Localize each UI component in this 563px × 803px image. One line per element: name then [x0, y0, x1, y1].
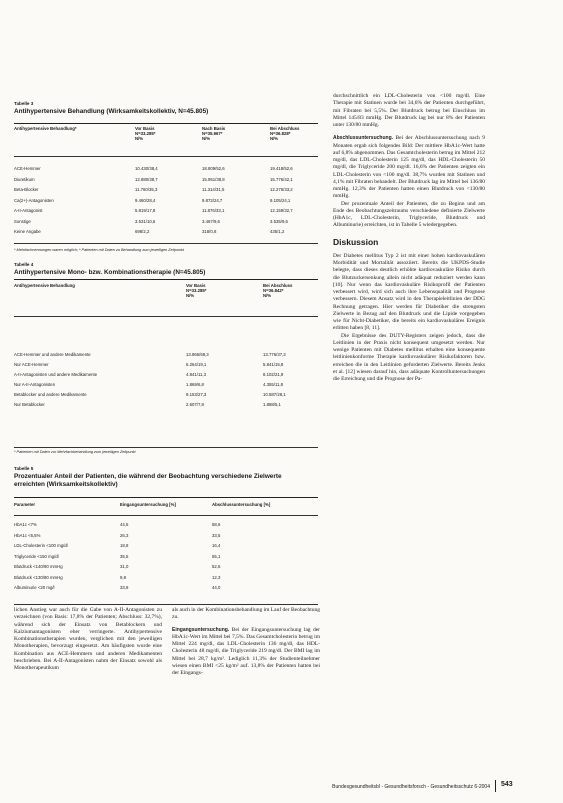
- table4-header-col0: Antihypertensive Behandlung: [14, 283, 75, 288]
- middle-paragraph-1: als auch in der Kombinationsbehandlung im Lauf der Beobachtung zu.: [172, 607, 320, 621]
- table3-top-rule: [14, 123, 318, 124]
- table3-cell-v1: 10.430/38,4: [135, 166, 158, 171]
- footer-divider: [495, 780, 496, 792]
- table3-cell-label: Diuretikum: [14, 176, 35, 182]
- table4-cell-v2: 4.355/11,8: [263, 382, 283, 387]
- table3-cell-v2: 18.809/52,6: [202, 166, 225, 171]
- section-heading-diskussion: Diskussion: [333, 236, 379, 247]
- table5-cell-v1: 26,3: [120, 532, 129, 538]
- table3-cell-v1: 12.880/38,7: [135, 176, 158, 182]
- right-paragraph-3: Der prozentuale Anteil der Patienten, die zu Beginn und am Ende des Beobachtungszeitraums verschiedene definierte Zielwerte (HbA1c, LDL-Cholesterin, Triglyceride, Blutdruck und Albuminurie) erreichten, ist in Tabelle 5 wiedergegeben.: [333, 200, 485, 229]
- table4-cell-v1: 2.607/7,8: [186, 402, 204, 407]
- table3-header-rule: [14, 156, 318, 157]
- page-number: 543: [501, 781, 513, 788]
- table3-cell-v2: 15.951/38,8: [202, 176, 225, 182]
- table4-cell-label: A-II-Antagonisten und andere Medikamente: [14, 372, 98, 377]
- table5-top-rule: [14, 497, 318, 498]
- table5-cell-v2: 33,5: [212, 532, 221, 538]
- table3-cell-v3: 3.535/9,6: [270, 218, 288, 224]
- middle-paragraph-2-heading: Eingangsuntersuchung.: [172, 626, 230, 633]
- table5-bottom-rule: [14, 604, 318, 605]
- table5-cell-v1: 33,9: [120, 585, 129, 590]
- table4-header-rule: [14, 316, 318, 317]
- table3-cell-v3: 15.776/42,1: [270, 176, 293, 182]
- left-column-text: [14, 607, 162, 672]
- table3-cell-v1: 9.460/28,4: [135, 197, 156, 203]
- table4-cell-label: Nur ACE-Hemmer: [14, 362, 49, 367]
- table4-cell-v2: 5.841/15,8: [263, 362, 284, 367]
- right-paragraph-1: durchschnittlich ein LDL-Cholesterin von <100 mg/dl. Eine Therapie mit Statinen wurde bei 34,6% der Patienten durchgeführt, mit Fibraten bei 5,5%. Der Blutdruck betrug bei Einschluss im Mittel 145/83 mmHg. Der Blutdruck lag bei nur 8% der Patienten unter 130/80 mmHg.: [333, 93, 485, 128]
- table3-cell-label: Sonstige: [14, 218, 31, 224]
- table3-title: Antihypertensive Behandlung (Wirksamkeitskollektiv, N=45.805): [14, 108, 209, 115]
- journal-footer: Bundesgesundheitsbl - Gesundheitsforsch - Gesundheitsschutz 6-2004: [332, 784, 490, 790]
- table3-cell-label: Ca(2+)-Antagonisten: [14, 197, 54, 203]
- table5-title: Prozentualer Anteil der Patienten, die während der Beobachtung verschiedene Zielwerte erreichten (Wirksamkeitskollektiv): [14, 473, 282, 488]
- right-paragraph-2: [333, 135, 485, 200]
- table5-cell-v1: 9,8: [120, 574, 126, 580]
- table4-cell-v1: 6.264/19,1: [186, 362, 207, 367]
- table3-header-col2: Nach Basis N=35.967* N/%: [202, 126, 226, 142]
- middle-paragraph-2: [172, 627, 320, 678]
- table5-header-col1: Eingangsuntersuchung [%]: [120, 502, 176, 507]
- table5-cell-v2: 12,3: [212, 574, 221, 580]
- table4-cell-v1: 13.866/69,3: [186, 352, 209, 357]
- table4-cell-v1: 1.869/6,8: [186, 382, 204, 387]
- table5-cell-label: Blutdruck <140/90 mmHg: [14, 564, 63, 569]
- table3-cell-v1: 3.531/10,6: [135, 218, 156, 224]
- table5-cell-v2: 55,1: [212, 553, 221, 559]
- table4-cell-v1: 9.153/27,3: [186, 392, 207, 397]
- table4-footnote: * Patienten mit Daten zur Mehrfachbehandlung zum jeweiligen Zeitpunkt: [14, 450, 136, 454]
- table5-cell-v2: 44,0: [212, 585, 221, 590]
- table5-header-col2: Abschlussuntersuchung [%]: [212, 502, 271, 507]
- left-paragraph-1: lichen Anstieg war auch für die Gabe von A-II-Antagonisten zu verzeichnen (von Basis: 17,8% der Patienten; Abschluss: 32,7%), während sich der Einsatz von Betablockern und Kalziumantagonisten eher verringerte. Antihypertensive Kombinationstherapien wurden, verglichen mit den jeweiligen Monotherapien, bevorzugt eingesetzt. Am häufigsten wurde eine Kombination aus ACE-Hemmern und anderen Medikamenten beschrieben. Bei A-II-Antagonisten nahm der Einsatz sowohl als Monotherapeutikum: [14, 607, 162, 671]
- table3-cell-label: ACE-Hemmer: [14, 166, 41, 171]
- table3-cell-v1: 11.760/35,3: [135, 187, 158, 192]
- table4-bottom-rule: [14, 447, 318, 448]
- table3-cell-v1: 5.819/17,8: [135, 208, 156, 213]
- right-column-text: [333, 93, 485, 383]
- table5-cell-v1: 18,8: [120, 543, 129, 548]
- table3-cell-v2: 11.876/33,1: [202, 208, 225, 213]
- right-paragraph-4: Der Diabetes mellitus Typ 2 ist mit einer hohen kardiovaskulären Morbidität und Mortalität assoziiert. Bereits die UKPDS-Studie belegte, dass dieses deutlich erhöhte kardiovaskuläre Risiko durch die Blutzuckersenkung allein nicht adäquat reduziert werden kann [10]. Nur wenn das kardiovaskuläre Risikoprofil der Patienten verbessert wird, wird sich auch ihre Lebensqualität und Prognose verbessern. Diesem Ansatz wird in den Therapieleitlinien der DDG Rechnung getragen. Hier werden für Diabetiker die strengsten Zielwerte in Bezug auf den Blutdruck und die Lipide vorgegeben wie für Nicht-Diabetiker, die bereits ein kardiovaskuläres Ereignis erlitten haben [8, 11].: [333, 252, 485, 332]
- table4-cell-label: ACE-Hemmer und andere Medikamente: [14, 352, 91, 357]
- table5-cell-v2: 16,4: [212, 543, 221, 548]
- table4-header-col2: Bei Abschluss N=36.842* N/%: [263, 283, 293, 299]
- table5-cell-label: HbA1c <6,5%: [14, 532, 41, 538]
- table3-cell-v2: 9.872/24,7: [202, 197, 223, 203]
- table3-bottom-rule: [14, 243, 318, 244]
- table3-cell-v3: 12.159/32,7: [270, 208, 293, 213]
- table4-cell-v2: 13.776/37,3: [263, 352, 286, 357]
- right-paragraph-5: Die Ergebnisse des DUTY-Registers zeigen jedoch, dass die Leitlinien in der Praxis nicht konsequent umgesetzt werden. Nur wenige Patienten mit Diabetes mellitus erhalten eine konsequente leitlinienkonforme Therapie kardiovaskulärer Risikofaktoren bzw. erreichen die in den Leitlinien geforderten Zielwerte. Bereits Jenks et al. [12] wiesen darauf hin, dass adäquate Kontrolluntersuchungen die Erreichung und die Prognose der Pa-: [333, 332, 485, 382]
- table4-cell-label: Nur Betablocker: [14, 402, 45, 407]
- table3-cell-label: Keine Angabe: [14, 229, 41, 234]
- table5-cell-v1: 35,5: [120, 553, 129, 559]
- table3-cell-v3: 435/1,2: [270, 229, 285, 234]
- table3-footnote: * Mehrfachnennungen waren möglich; * Patienten mit Daten zu Behandlung zum jeweiligen Zeitpunkt: [14, 248, 184, 252]
- table5-cell-label: Albuminurie <20 mg/l: [14, 585, 55, 590]
- table3-header-col0: Antihypertensive Behandlung*: [14, 126, 77, 131]
- table5-cell-v1: 31,0: [120, 564, 129, 569]
- table3-cell-label: A-II-Antagonist: [14, 208, 43, 213]
- table3-cell-label: Beta-Blocker: [14, 187, 39, 192]
- middle-paragraph-2-body: Bei der Eingangsuntersuchung lag der HbA1c-Wert im Mittel bei 7,5%. Das Gesamtcholesterin betrug im Mittel 224 mg/dl, das LDL-Cholesterin 136 mg/dl, das HDL-Cholesterin 48 mg/dl, die Triglyceride 219 mg/dl. Der BMI lag im Mittel bei 28,7 kg/m². Lediglich 11,3% der Studienteilnehmer wiesen einen BMI <25 kg/m² auf. 13,8% der Patienten hatten bei der Eingangs-: [172, 626, 320, 676]
- table5-cell-label: HbA1c <7%: [14, 522, 37, 527]
- table5-header-col0: Parameter: [14, 502, 36, 507]
- table3-cell-v1: 698/2,2: [135, 229, 150, 234]
- table4-cell-v2: 8.102/21,9: [263, 372, 284, 377]
- table3-cell-v3: 12.276/33,2: [270, 187, 293, 192]
- table3-cell-v3: 19.418/52,6: [270, 166, 293, 171]
- table4-cell-v2: 10.587/28,1: [263, 392, 286, 397]
- table5-cell-label: LDL-Cholesterin <100 mg/dl: [14, 543, 68, 548]
- table5-number: Tabelle 5: [14, 466, 34, 471]
- table5-cell-label: Blutdruck <130/80 mmHg: [14, 574, 63, 580]
- table5-cell-v1: 44,5: [120, 522, 129, 527]
- table3-header-col3: Bei Abschluss N=36.828* N/%: [270, 126, 300, 142]
- middle-column-text: [172, 607, 320, 677]
- table4-cell-label: Betablocker und andere Medikamente: [14, 392, 87, 397]
- table5-cell-v2: 58,6: [212, 522, 221, 527]
- table3-cell-v2: 11.314/31,5: [202, 187, 225, 192]
- table4-cell-label: Nur A-II-Antagonisten: [14, 382, 56, 387]
- table4-cell-v1: 4.841/11,3: [186, 372, 206, 377]
- table5-cell-v2: 52,6: [212, 564, 221, 569]
- table4-top-rule: [14, 279, 318, 280]
- table5-cell-label: Triglyceride <150 mg/dl: [14, 553, 59, 559]
- table3-number: Tabelle 3: [14, 101, 34, 106]
- table4-cell-v2: 1.888/5,1: [263, 402, 281, 407]
- table3-cell-v3: 9.105/24,1: [270, 197, 291, 203]
- table4-number: Tabelle 4: [14, 262, 34, 267]
- table4-header-col1: Vor Basis N=33.285* N/%: [186, 283, 207, 299]
- right-paragraph-2-body: Bei der Abschlussuntersuchung nach 9 Monaten ergab sich folgendes Bild: Der mittlere HbA1c-Wert hatte auf 6,8% abgenommen. Das Gesamtcholesterin betrug im Mittel 212 mg/dl, das LDL-Cholesterin 125 mg/dl, das HDL-Cholesterin 50 mg/dl, die Triglyceride 200 mg/dl. 16,6% der Patienten zeigten ein LDL-Cholesterin von <100 mg/dl. 38,7% wurden mit Statinen und 4,1% mit Fibraten behandelt. Der Blutdruck lag im Mittel bei 136/80 mmHg. 12,3% der Patienten hatten einen Blutdruck von <130/80 mmHg.: [333, 135, 485, 200]
- table3-cell-v2: 3.467/9,6: [202, 218, 220, 224]
- table3-cell-v2: 318/0,8: [202, 229, 217, 234]
- right-paragraph-2-heading: Abschlussuntersuchung.: [333, 135, 394, 142]
- table3-header-col1: Vor Basis N=33.285* N/%: [135, 126, 156, 142]
- table5-header-rule: [14, 515, 318, 516]
- table4-title: Antihypertensive Mono- bzw. Kombinationstherapie (N=45.805): [14, 269, 206, 276]
